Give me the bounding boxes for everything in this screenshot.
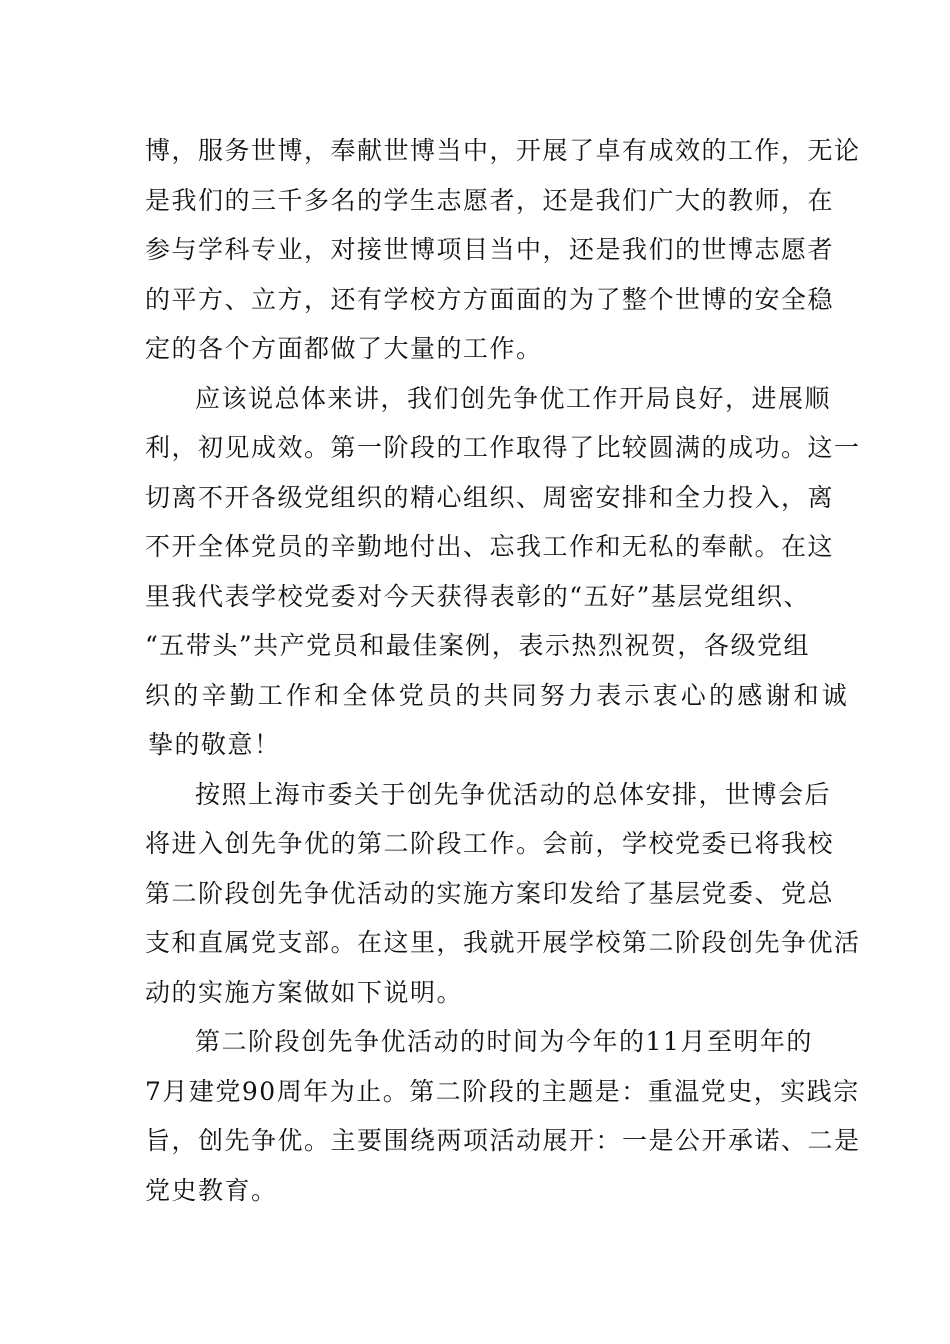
text-line: 利，初见成效。第一阶段的工作取得了比较圆满的成功。这一 — [145, 433, 861, 462]
text-line: 织的辛勤工作和全体党员的共同努力表示衷心的感谢和诚 — [145, 680, 851, 710]
text-line: 切离不开各级党组织的精心组织、周密安排和全力投入，离 — [145, 482, 835, 512]
text-line: 第二阶段创先争优活动的实施方案印发给了基层党委、党总 — [145, 878, 835, 908]
text-line: 动的实施方案做如下说明。 — [145, 977, 464, 1007]
text-line: 的平方、立方，还有学校方方面面的为了整个世博的安全稳 — [145, 284, 835, 314]
text-line: 定的各个方面都做了大量的工作。 — [145, 334, 543, 363]
text-line: 第二阶段创先争优活动的时间为今年的11月至明年的 — [195, 1027, 813, 1056]
text-line: 是我们的三千多名的学生志愿者，还是我们广大的教师，在 — [145, 185, 835, 215]
text-line: 7月建党90周年为止。第二阶段的主题是：重温党史，实践宗 — [145, 1076, 860, 1106]
text-line: 博，服务世博，奉献世博当中，开展了卓有成效的工作，无论 — [145, 136, 861, 165]
text-line: 党史教育。 — [145, 1175, 278, 1205]
text-line: 挚的敬意！ — [148, 730, 281, 759]
text-line: 里我代表学校党委对今天获得表彰的“五好”基层党组织、 — [145, 581, 810, 611]
text-line: 不开全体党员的辛勤地付出、忘我工作和无私的奉献。在这 — [145, 532, 835, 561]
document-body — [145, 126, 861, 1215]
text-line: 参与学科专业，对接世博项目当中，还是我们的世博志愿者 — [145, 235, 835, 264]
text-line: 将进入创先争优的第二阶段工作。会前，学校党委已将我校 — [145, 829, 835, 858]
text-line: 应该说总体来讲，我们创先争优工作开局良好，进展顺 — [195, 383, 832, 413]
text-line: 按照上海市委关于创先争优活动的总体安排，世博会后 — [195, 779, 832, 809]
text-line: 旨，创先争优。主要围绕两项活动展开：一是公开承诺、二是 — [145, 1126, 861, 1155]
text-line: “五带头”共产党员和最佳案例，表示热烈祝贺，各级党组 — [145, 631, 810, 660]
text-line: 支和直属党支部。在这里，我就开展学校第二阶段创先争优活 — [145, 928, 861, 957]
